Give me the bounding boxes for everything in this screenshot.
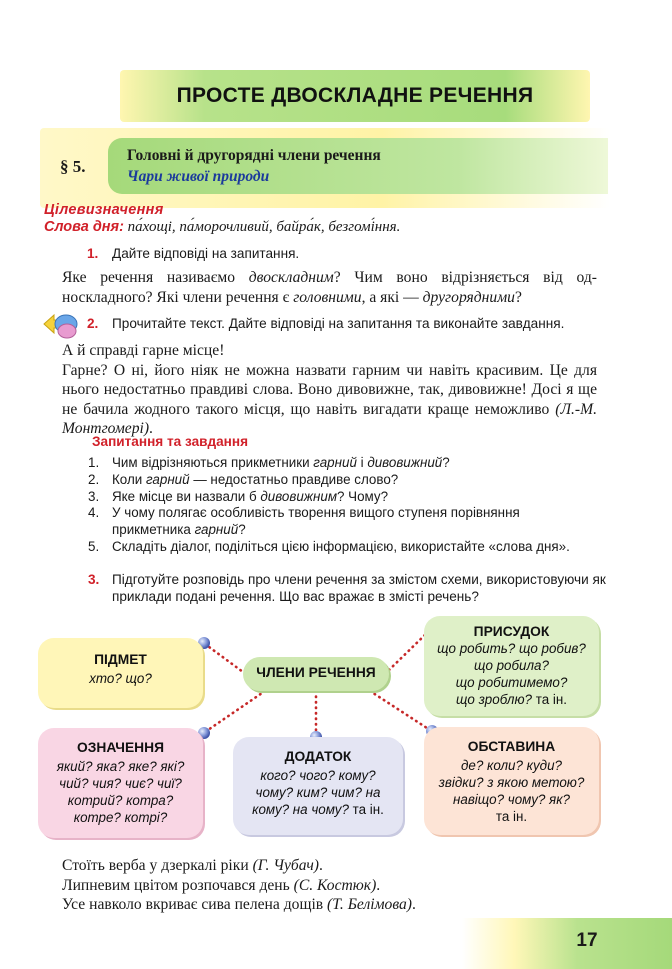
diagram-center xyxy=(243,657,389,691)
p1-italic: головними xyxy=(293,288,362,306)
adverbial-questions-text: де? коли? куди? звідки? з якою метою? навіщо? чому? як? xyxy=(438,758,585,807)
diagram-box-subject xyxy=(38,638,203,708)
story-source: (Л.-М. Монтгомері) xyxy=(62,400,597,437)
diagram-box-attribute xyxy=(38,728,203,838)
question-item xyxy=(88,472,598,489)
story-text xyxy=(62,341,597,439)
task-2 xyxy=(87,316,565,331)
question-text: Складіть діалог, поділіться цією інформацією, використайте «слова дня». xyxy=(112,538,570,554)
predicate-tail: та ін. xyxy=(532,692,567,707)
attribute-title: ОЗНАЧЕННЯ xyxy=(77,740,164,755)
question-text: Яке місце ви назвали б xyxy=(112,488,261,504)
predicate-title: ПРИСУДОК xyxy=(473,624,550,639)
diagram-box-adverbial xyxy=(424,727,599,835)
subject-questions: хто? що? xyxy=(89,671,152,686)
subject-title: ПІДМЕТ xyxy=(94,652,147,667)
question-italic: дивовижний xyxy=(367,455,443,470)
question-number: 5. xyxy=(88,538,100,554)
questions-list xyxy=(88,455,598,556)
adverbial-questions xyxy=(424,757,599,808)
example-source: (Г. Чубач) xyxy=(252,857,319,874)
question-text: і xyxy=(356,455,368,470)
question-number: 1. xyxy=(88,455,100,470)
p1-part: Яке речення називаємо xyxy=(62,269,249,286)
question-text: У чому полягає особливість творення вищого ступеня порівняння прикметника xyxy=(112,505,520,538)
page-title: ПРОСТЕ ДВОСКЛАДНЕ РЕЧЕННЯ xyxy=(176,84,534,107)
question-text: ? xyxy=(442,455,450,470)
example-source: (С. Костюк) xyxy=(293,876,377,894)
goal-label: Цілевизначення xyxy=(44,202,164,218)
question-italic: гарний xyxy=(194,522,239,538)
adverbial-tail: та ін. xyxy=(495,809,528,824)
example-text: Усе навколо вкриває сива пелена дощів xyxy=(62,896,328,913)
question-text: Чим відрізняються прикметники xyxy=(112,455,314,470)
example-text: Стоїть верба у дзеркалі ріки xyxy=(62,857,253,874)
story-body: Гарне? О ні, його ніяк не можна назвати гарним чи навіть красивим. Це для нього недостатньо правдиві слова. Воно дивовижне, так, дивовижне! Досі я ще не бачила жодного такого місця, що навіть вигадати краще неможливо xyxy=(62,361,597,418)
question-number: 3. xyxy=(88,488,100,504)
p1-italic: другорядними xyxy=(422,288,515,306)
section-title: Головні й другорядні члени речення xyxy=(127,147,381,164)
predicate-questions-text: що робить? що робив? що робила? що робитимемо? що зроблю? xyxy=(437,641,586,707)
example-end: . xyxy=(376,876,381,894)
p1-part: ? Чим воно відрізняється від односкладного? Які члени речення є xyxy=(62,269,597,306)
words-of-day-text: па́хощі, па́морочливий, байра́к, безгомі́ння. xyxy=(123,219,401,235)
p1-part: ? xyxy=(514,288,522,306)
task-1 xyxy=(87,246,300,261)
p1-part: , а які — xyxy=(361,288,423,306)
task-2-text: Прочитайте текст. Дайте відповіді на запитання та виконайте завдання. xyxy=(112,316,565,331)
example-source: (Т. Белімова) xyxy=(327,896,412,913)
question-number: 2. xyxy=(88,471,100,487)
task-3-text: Підготуйте розповідь про члени речення за змістом схеми, використовуючи як приклади подані речення. Що вас вражає в змісті речень? xyxy=(112,572,606,605)
predicate-questions xyxy=(424,640,599,708)
question-text: Коли xyxy=(112,471,146,487)
task-1-text: Дайте відповіді на запитання. xyxy=(112,246,300,261)
task-2-number: 2. xyxy=(87,316,99,331)
object-title: ДОДАТОК xyxy=(284,749,352,764)
object-questions xyxy=(233,767,403,818)
section-number: § 5. xyxy=(60,157,86,176)
words-of-day xyxy=(44,219,400,236)
object-tail: та ін. xyxy=(348,802,384,817)
diagram-box-object xyxy=(233,737,403,835)
example-text: Липневим цвітом розпочався день xyxy=(62,876,294,894)
question-text: ? xyxy=(238,522,246,538)
question-italic: гарний xyxy=(145,471,190,487)
adverbial-title: ОБСТАВИНА xyxy=(467,739,556,754)
example-sentences xyxy=(62,856,416,915)
example-end: . xyxy=(318,857,323,874)
question-number: 4. xyxy=(88,505,100,521)
question-item xyxy=(88,539,598,556)
discussion-icon xyxy=(40,308,80,342)
attribute-questions-text: який? яка? яке? які? чий? чия? чиє? чиї? котрий? котра? котре? котрі? xyxy=(56,759,185,825)
attribute-questions xyxy=(38,758,203,826)
p1-italic: двоскладним xyxy=(248,269,334,286)
task-3-number: 3. xyxy=(88,572,100,587)
paragraph-questions xyxy=(62,268,597,307)
question-text: ? Чому? xyxy=(337,488,389,504)
question-item xyxy=(88,455,598,472)
diagram-box-predicate xyxy=(424,616,599,716)
task-1-number: 1. xyxy=(87,246,99,261)
section-subtitle: Чари живої природи xyxy=(127,168,270,185)
words-of-day-label: Слова дня: xyxy=(44,219,124,235)
example-sentence xyxy=(62,895,416,915)
question-item xyxy=(88,505,598,539)
example-end: . xyxy=(412,896,416,913)
question-text: — недостатньо правдиве слово? xyxy=(189,471,399,487)
example-sentence xyxy=(62,856,416,876)
page-number: 17 xyxy=(576,930,598,951)
question-italic: гарний xyxy=(313,455,357,470)
story-first-line: А й справді гарне місце! xyxy=(62,342,225,359)
question-item xyxy=(88,489,598,506)
example-sentence xyxy=(62,876,416,896)
questions-heading: Запитання та завдання xyxy=(92,434,249,449)
object-questions-text: кого? чого? кому? чому? ким? чим? на кому? на чому? xyxy=(252,768,381,817)
question-italic: дивовижним xyxy=(260,488,338,504)
story-end: . xyxy=(149,420,153,437)
center-title: ЧЛЕНИ РЕЧЕННЯ xyxy=(256,665,376,680)
